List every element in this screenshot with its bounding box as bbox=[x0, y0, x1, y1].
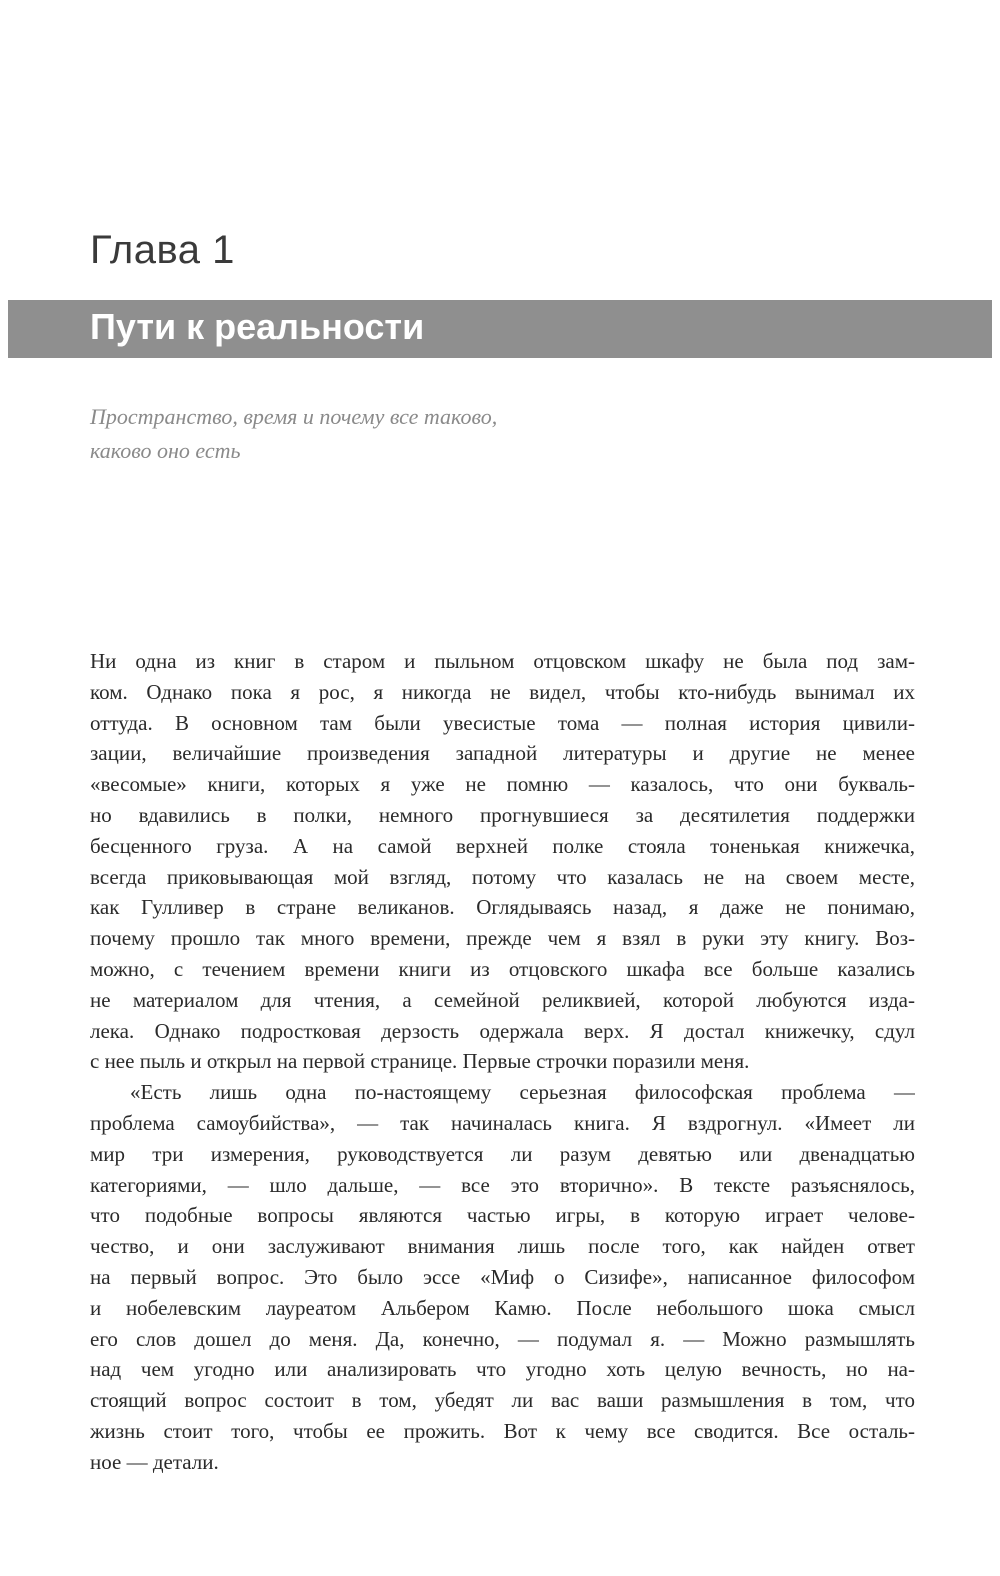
text-line: можно, с течением времени книги из отцовского шкафа все больше казались bbox=[90, 956, 915, 981]
body-text bbox=[90, 646, 915, 1478]
text-line: «Есть лишь одна по-настоящему серьезная философская проблема — bbox=[130, 1080, 915, 1105]
text-line: всегда приковывающая мой взгляд, потому что казалась не на своем месте, bbox=[90, 864, 915, 889]
epigraph-line: каково оно есть bbox=[90, 438, 241, 463]
text-line: Ни одна из книг в старом и пыльном отцовском шкафу не была под зам- bbox=[90, 649, 915, 673]
text-line: с нее пыль и открыл на первой странице. Первые строчки поразили меня. bbox=[90, 1049, 750, 1074]
text-line: что подобные вопросы являются частью игры, в которую играет челове- bbox=[90, 1203, 915, 1228]
text-line: на первый вопрос. Это было эссе «Миф о Сизифе», написанное философом bbox=[90, 1264, 915, 1289]
text-line: категориями, — шло дальше, — все это вторично». В тексте разъяснялось, bbox=[90, 1172, 915, 1197]
text-line: не материалом для чтения, а семейной реликвией, которой любуются изда- bbox=[90, 987, 915, 1012]
text-line: ное — детали. bbox=[90, 1449, 219, 1474]
text-line: «весомые» книги, которых я уже не помню — казалось, что они букваль- bbox=[90, 772, 915, 797]
text-line: как Гулливер в стране великанов. Оглядываясь назад, я даже не понимаю, bbox=[90, 895, 915, 920]
chapter-epigraph bbox=[90, 400, 650, 468]
text-line: оттуда. В основном там были увесистые тома — полная история цивили- bbox=[90, 710, 915, 735]
chapter-title: Пути к реальности bbox=[90, 306, 425, 347]
epigraph-line: Пространство, время и почему все таково, bbox=[90, 404, 498, 429]
text-line: мир три измерения, руководствуется ли разум девятью или двенадцатью bbox=[90, 1141, 915, 1166]
chapter-label: Глава 1 bbox=[90, 228, 235, 272]
text-line: но вдавились в полки, немного прогнувшиеся за десятилетия поддержки bbox=[90, 802, 915, 827]
text-line: бесценного груза. А на самой верхней полке стояла тоненькая книжечка, bbox=[90, 833, 915, 858]
text-line: чество, и они заслуживают внимания лишь после того, как найден ответ bbox=[90, 1234, 915, 1259]
text-line: лека. Однако подростковая дерзость одержала верх. Я достал книжечку, сдул bbox=[90, 1018, 915, 1043]
text-line: и нобелевским лауреатом Альбером Камю. После небольшого шока смысл bbox=[90, 1295, 915, 1320]
text-line: его слов дошел до меня. Да, конечно, — подумал я. — Можно размышлять bbox=[90, 1326, 915, 1351]
text-line: стоящий вопрос состоит в том, убедят ли вас ваши размышления в том, что bbox=[90, 1388, 915, 1413]
text-line: почему прошло так много времени, прежде чем я взял в руки эту книгу. Воз- bbox=[90, 926, 915, 951]
text-line: ком. Однако пока я рос, я никогда не видел, чтобы кто-нибудь вынимал их bbox=[90, 679, 915, 704]
chapter-title-bar bbox=[8, 300, 992, 358]
text-line: над чем угодно или анализировать что угодно хоть целую вечность, но на- bbox=[90, 1357, 915, 1382]
text-line: зации, величайшие произведения западной литературы и другие не менее bbox=[90, 741, 915, 766]
text-line: проблема самоубийства», — так начиналась книга. Я вздрогнул. «Имеет ли bbox=[90, 1110, 915, 1135]
text-line: жизнь стоит того, чтобы ее прожить. Вот к чему все сводится. Все осталь- bbox=[90, 1418, 915, 1443]
